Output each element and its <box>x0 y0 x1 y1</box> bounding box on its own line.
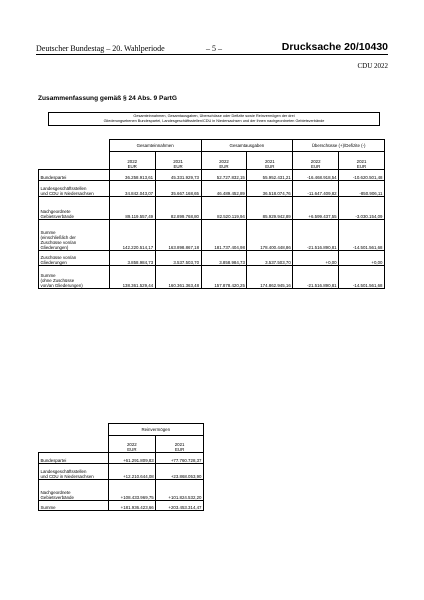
table-cell: +203.453.314,47 <box>156 501 204 511</box>
column-header: 2022 EUR <box>109 152 155 170</box>
table-cell: +181.936.423,66 <box>108 501 156 511</box>
table-cell: -14.501.561,68 <box>339 220 385 251</box>
table-corner <box>39 140 110 152</box>
row-label: Landesgeschäftsstellen und CDU in Niedersachsen <box>39 464 109 480</box>
table-row <box>39 251 385 266</box>
table-header-years <box>39 152 385 170</box>
party-label: CDU 2022 <box>357 62 388 70</box>
table-cell: +12.210.644,08 <box>108 464 156 480</box>
table-cell: 163.898.867,18 <box>155 220 201 251</box>
table-row <box>39 501 204 511</box>
table-cell: 89.119.557,49 <box>109 197 155 220</box>
row-label: Nachgeordnete Gebietsverbände <box>39 480 109 501</box>
row-label: Nachgeordnete Gebietsverbände <box>39 197 110 220</box>
column-header: 2021 EUR <box>155 152 201 170</box>
group-header-surplus: Überschüsse (+)/Defizite (-) <box>293 140 385 152</box>
running-header-left: Deutscher Bundestag – 20. Wahlperiode <box>36 44 165 53</box>
table-header-groups <box>39 140 385 152</box>
table-cell: -850.906,11 <box>339 181 385 197</box>
table-corner <box>39 152 110 170</box>
table-row <box>39 170 385 181</box>
table-header-groups <box>39 424 204 436</box>
table-cell: 3.537.503,70 <box>247 251 293 266</box>
table-cell: -21.516.890,81 <box>293 220 339 251</box>
table-cell: 181.737.404,98 <box>201 220 247 251</box>
group-header-expenses: Gesamtausgaben <box>201 140 293 152</box>
row-label: Bundespartei <box>39 170 110 181</box>
table-cell: +101.824.532,20 <box>156 480 204 501</box>
table-cell: 157.878.420,25 <box>201 266 247 289</box>
row-label: Landesgeschäftsstellen und CDU in Niedersachsen <box>39 181 110 197</box>
table-corner <box>39 436 109 453</box>
table-cell: 55.952.431,21 <box>247 170 293 181</box>
table-cell: -3.030.154,09 <box>339 197 385 220</box>
table-cell: 178.400.448,86 <box>247 220 293 251</box>
group-header-income: Gesamteinnahmen <box>109 140 201 152</box>
table-cell: 34.842.043,07 <box>109 181 155 197</box>
table-row <box>39 464 204 480</box>
row-label: Bundespartei <box>39 453 109 464</box>
table-cell: 46.489.452,89 <box>201 181 247 197</box>
row-label: Summe (einschließlich der Zuschüsse von/an Gliederungen) <box>39 220 110 251</box>
table-cell: 85.929.942,89 <box>247 197 293 220</box>
table-cell: 3.858.984,73 <box>109 251 155 266</box>
column-header: 2022 EUR <box>108 436 156 453</box>
header-rule <box>36 54 388 55</box>
table-cell: -14.501.561,68 <box>339 266 385 289</box>
page-number: – 5 – <box>206 44 222 53</box>
table-row <box>39 181 385 197</box>
table-cell: -11.647.409,82 <box>293 181 339 197</box>
summary-note-line: Gesamteinnahmen, Gesamtausgaben, Überschüsse oder Defizite sowie Reinvermögen der drei <box>133 113 295 118</box>
table-row <box>39 220 385 251</box>
column-header: 2021 EUR <box>247 152 293 170</box>
document-number <box>282 41 388 53</box>
row-label: Summe (ohne Zuschüsse von/an Gliederungen) <box>39 266 110 289</box>
table-cell: 160.361.363,48 <box>155 266 201 289</box>
table-corner <box>39 424 109 436</box>
document-number-prefix: Drucksache 20/ <box>281 41 359 53</box>
row-label: Summe <box>39 501 109 511</box>
column-header: 2022 EUR <box>201 152 247 170</box>
table-cell: 138.361.529,44 <box>109 266 155 289</box>
summary-table <box>38 139 385 289</box>
group-header-net-assets: Reinvermögen <box>108 424 203 436</box>
table-cell: +6.599.437,55 <box>293 197 339 220</box>
table-cell: +0,00 <box>339 251 385 266</box>
section-heading: Zusammenfassung gemäß § 24 Abs. 9 PartG <box>38 95 178 102</box>
table-cell: +77.760.728,37 <box>156 453 204 464</box>
table-cell: 45.331.929,73 <box>155 170 201 181</box>
table-cell: -16.468.918,54 <box>293 170 339 181</box>
table-cell: 82.520.119,94 <box>201 197 247 220</box>
table-cell: 174.862.945,16 <box>247 266 293 289</box>
table-row <box>39 453 204 464</box>
table-row <box>39 197 385 220</box>
table-cell: +61.291.809,83 <box>108 453 156 464</box>
summary-note-line: Gliederungsebenen Bundespartei, Landesgeschäftsstellen/CDU in Niedersachsen und der ihnen nachgeordneten Gebietsverbände <box>103 118 325 123</box>
table-cell: 142.220.514,17 <box>109 220 155 251</box>
column-header: 2021 EUR <box>156 436 204 453</box>
table-cell: +0,00 <box>293 251 339 266</box>
column-header: 2022 EUR <box>293 152 339 170</box>
table-cell: 36.258.913,61 <box>109 170 155 181</box>
table-header-years <box>39 436 204 453</box>
table-row <box>39 480 204 501</box>
table-cell: 35.667.168,65 <box>155 181 201 197</box>
table-cell: -21.516.890,81 <box>293 266 339 289</box>
table-cell: -10.620.501,48 <box>339 170 385 181</box>
table-cell: 36.518.074,76 <box>247 181 293 197</box>
column-header: 2021 EUR <box>339 152 385 170</box>
table-cell: +108.433.969,75 <box>108 480 156 501</box>
table-cell: +23.868.053,90 <box>156 464 204 480</box>
table-cell: 52.727.832,15 <box>201 170 247 181</box>
summary-note-box <box>48 112 380 126</box>
table-row <box>39 266 385 289</box>
table-cell: 82.899.768,80 <box>155 197 201 220</box>
row-label: Zuschüsse von/an Gliederungen <box>39 251 110 266</box>
table-cell: 3.537.503,70 <box>155 251 201 266</box>
document-number-value: 10430 <box>358 41 388 53</box>
net-assets-table <box>38 423 204 511</box>
table-cell: 3.858.984,73 <box>201 251 247 266</box>
